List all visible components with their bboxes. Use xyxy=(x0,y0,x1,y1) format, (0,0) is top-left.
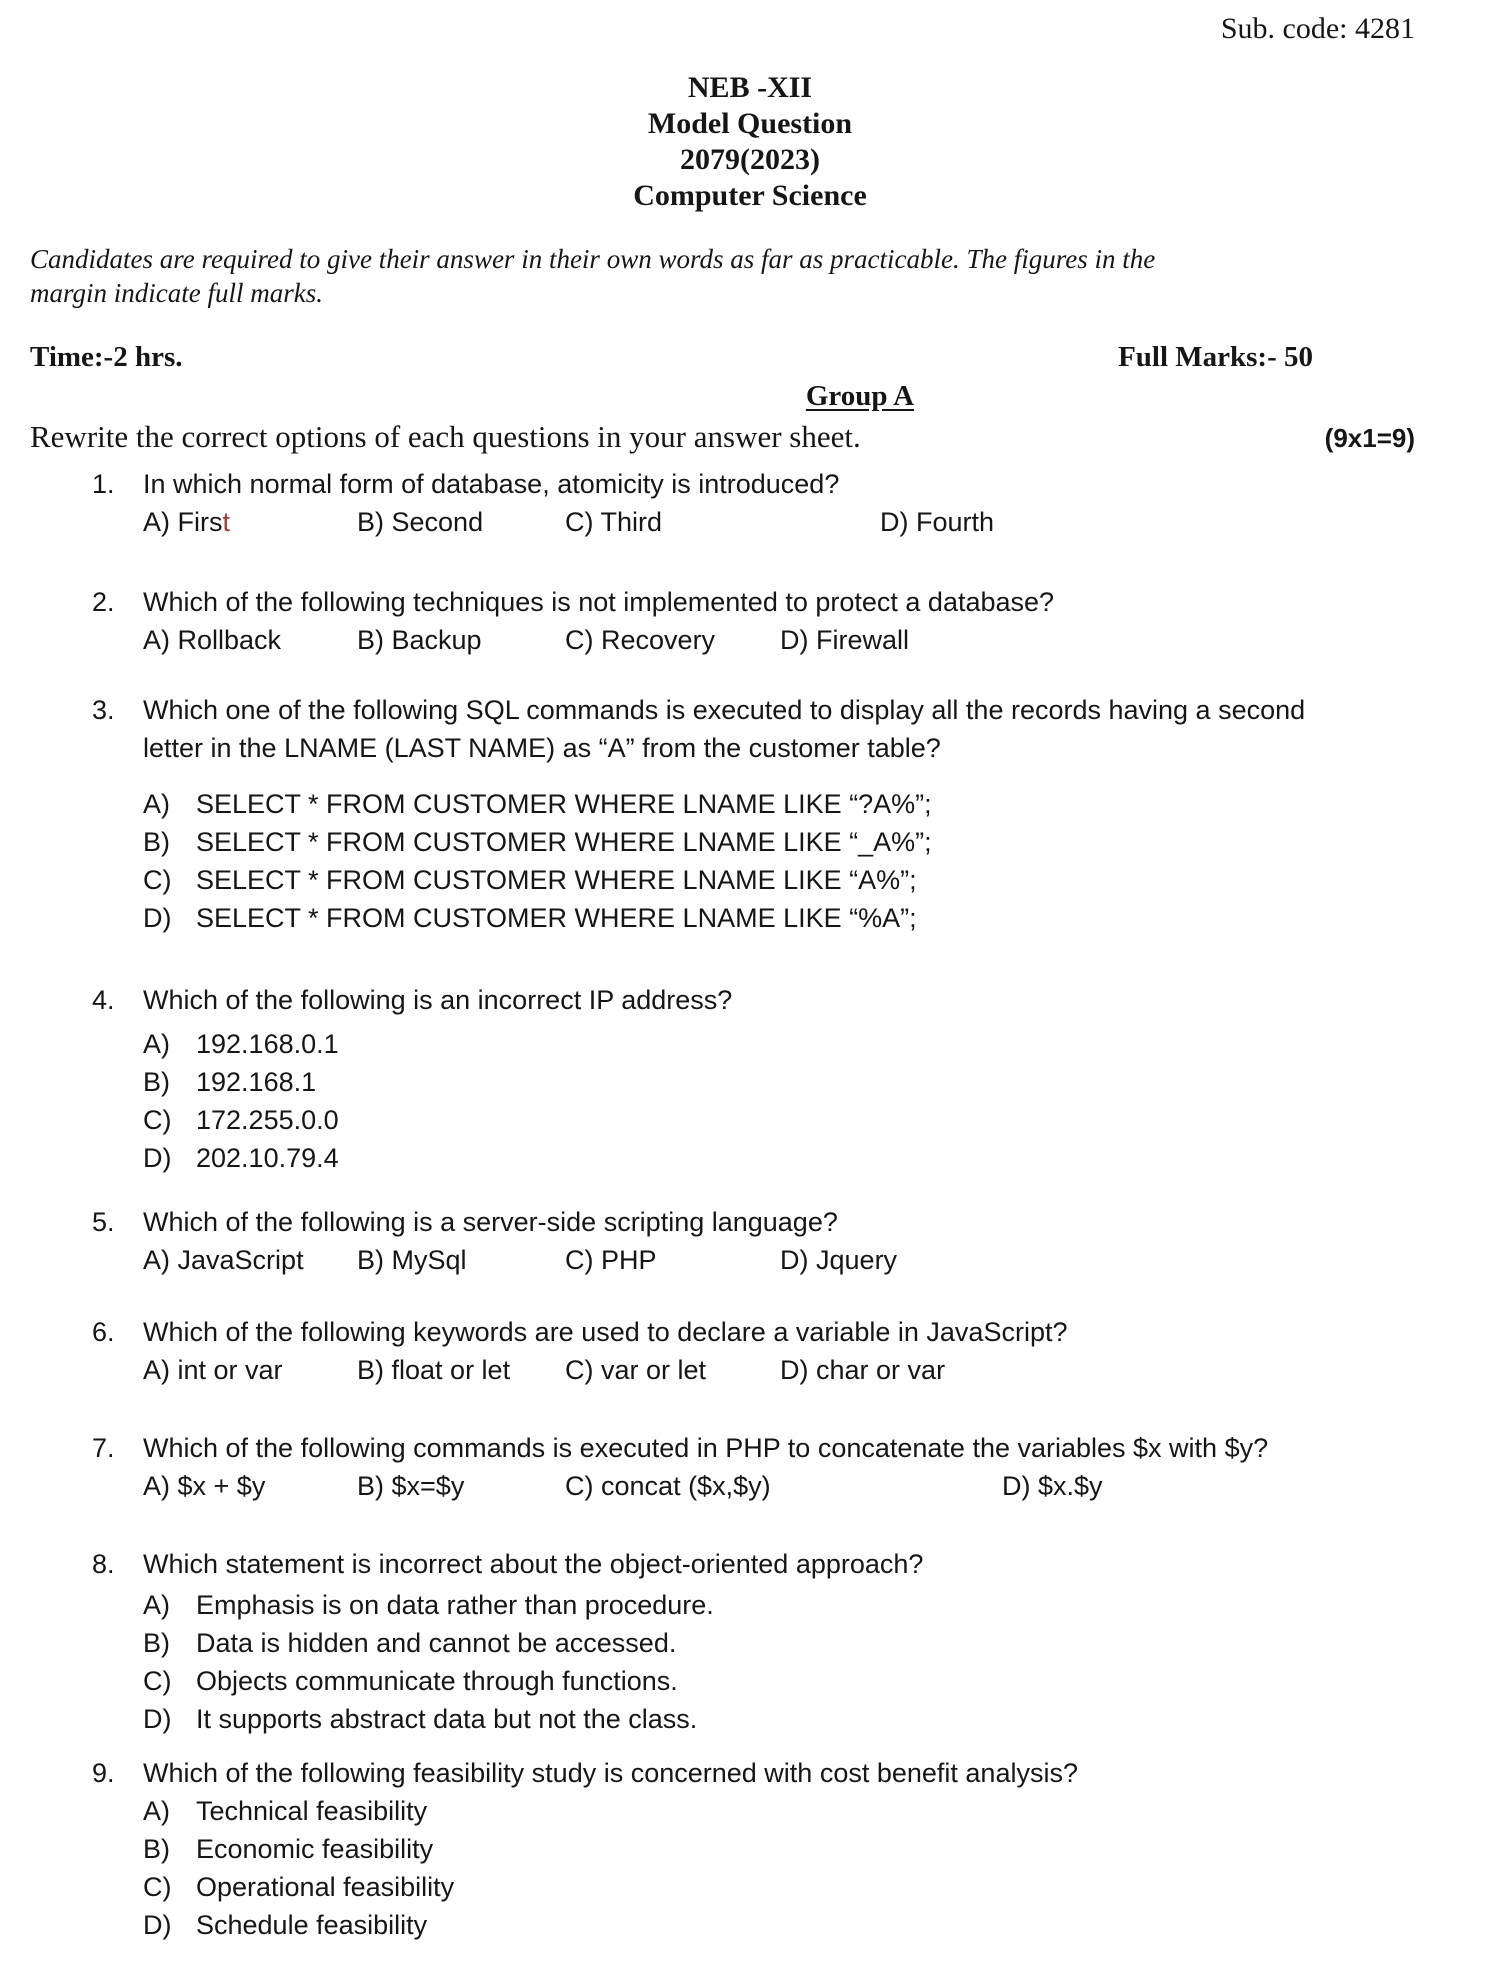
question-5-stem: Which of the following is a server-side scripting language? xyxy=(143,1207,838,1237)
question-3-options xyxy=(143,785,1500,937)
option-9c: C) Operational feasibility xyxy=(143,1872,455,1902)
question-1-number: 1. xyxy=(92,469,115,499)
question-6-options xyxy=(143,1351,1500,1389)
option-1a-highlighted-letter: t xyxy=(222,507,231,537)
option-9b: B) Economic feasibility xyxy=(143,1834,434,1864)
group-a-marks: (9x1=9) xyxy=(1324,423,1415,453)
question-1-options xyxy=(143,503,1500,541)
question-6-number: 6. xyxy=(92,1317,115,1347)
option-6b: B) float or let xyxy=(357,1355,511,1385)
question-6-stem: Which of the following keywords are used to declare a variable in JavaScript? xyxy=(143,1317,1068,1347)
title-year: 2079(2023) xyxy=(680,143,820,176)
option-2d: D) Firewall xyxy=(780,625,910,655)
option-2c: C) Recovery xyxy=(565,625,716,655)
candidate-instruction-line-1: Candidates are required to give their answer in their own words as far as practicable. The figures in the xyxy=(30,244,1156,274)
title-paper-type: Model Question xyxy=(647,107,853,140)
option-5b: B) MySql xyxy=(357,1245,467,1275)
question-1-stem: In which normal form of database, atomicity is introduced? xyxy=(143,469,840,499)
question-4-number: 4. xyxy=(92,985,115,1015)
question-2-number: 2. xyxy=(92,587,115,617)
question-9 xyxy=(0,1754,1500,1944)
option-1d: D) Fourth xyxy=(880,507,995,537)
question-7-stem: Which of the following commands is executed in PHP to concatenate the variables $x with $y? xyxy=(143,1433,1269,1463)
option-5a: A) JavaScript xyxy=(143,1245,304,1275)
group-a-heading: Group A xyxy=(805,380,915,412)
question-2-options xyxy=(143,621,1500,659)
option-3b: B) SELECT * FROM CUSTOMER WHERE LNAME LIKE “_A%”; xyxy=(143,827,932,857)
option-7b: B) $x=$y xyxy=(357,1471,465,1501)
question-8-number: 8. xyxy=(92,1549,115,1579)
option-9a: A) Technical feasibility xyxy=(143,1796,428,1826)
option-5d: D) Jquery xyxy=(780,1245,898,1275)
question-2-stem: Which of the following techniques is not implemented to protect a database? xyxy=(143,587,1055,617)
option-8d: D) It supports abstract data but not the class. xyxy=(143,1704,698,1734)
question-4 xyxy=(0,981,1500,1177)
option-4d: D) 202.10.79.4 xyxy=(143,1143,339,1173)
group-a-instruction-row xyxy=(0,416,1500,459)
option-2a: A) Rollback xyxy=(143,625,282,655)
question-6 xyxy=(0,1313,1500,1389)
option-1c: C) Third xyxy=(565,507,663,537)
question-9-options xyxy=(143,1792,1500,1944)
question-3-stem: Which one of the following SQL commands is executed to display all the records having a second letter in the LNAME (LAST NAME) as “A” from the customer table? xyxy=(143,695,1306,763)
option-5c: C) PHP xyxy=(565,1245,657,1275)
question-8-options xyxy=(143,1586,1500,1738)
title-subject: Computer Science xyxy=(633,179,867,212)
option-1a: A) First xyxy=(143,507,231,537)
question-8 xyxy=(0,1545,1500,1738)
question-7-number: 7. xyxy=(92,1433,115,1463)
option-4c: C) 172.255.0.0 xyxy=(143,1105,339,1135)
option-4a: A) 192.168.0.1 xyxy=(143,1029,339,1059)
full-marks: Full Marks:- 50 xyxy=(1118,341,1313,373)
option-3d: D) SELECT * FROM CUSTOMER WHERE LNAME LIKE “%A”; xyxy=(143,903,917,933)
candidate-instruction xyxy=(30,242,1470,310)
option-6d: D) char or var xyxy=(780,1355,946,1385)
time-marks-row xyxy=(0,338,1500,376)
question-9-stem: Which of the following feasibility study is concerned with cost benefit analysis? xyxy=(143,1758,1078,1788)
question-3 xyxy=(0,691,1500,937)
question-5-number: 5. xyxy=(92,1207,115,1237)
question-4-stem: Which of the following is an incorrect IP address? xyxy=(143,985,733,1015)
question-5 xyxy=(0,1203,1500,1279)
option-2b: B) Backup xyxy=(357,625,482,655)
option-7c: C) concat ($x,$y) xyxy=(565,1471,771,1501)
question-1 xyxy=(0,465,1500,541)
question-list xyxy=(0,465,1500,1944)
title-board: NEB -XII xyxy=(687,71,813,104)
option-8b: B) Data is hidden and cannot be accessed. xyxy=(143,1628,677,1658)
option-3c: C) SELECT * FROM CUSTOMER WHERE LNAME LIKE “A%”; xyxy=(143,865,917,895)
option-6a: A) int or var xyxy=(143,1355,283,1385)
question-4-options xyxy=(143,1025,1500,1177)
time-allowed: Time:-2 hrs. xyxy=(30,341,183,373)
question-5-options xyxy=(143,1241,1500,1279)
question-9-number: 9. xyxy=(92,1758,115,1788)
option-7d: D) $x.$y xyxy=(1002,1471,1103,1501)
question-8-stem: Which statement is incorrect about the object-oriented approach? xyxy=(143,1549,924,1579)
subject-code: Sub. code: 4281 xyxy=(1220,12,1415,45)
option-7a: A) $x + $y xyxy=(143,1471,266,1501)
option-4b: B) 192.168.1 xyxy=(143,1067,317,1097)
option-1b: B) Second xyxy=(357,507,484,537)
option-3a: A) SELECT * FROM CUSTOMER WHERE LNAME LIKE “?A%”; xyxy=(143,789,932,819)
question-2 xyxy=(0,583,1500,659)
option-8c: C) Objects communicate through functions. xyxy=(143,1666,678,1696)
option-9d: D) Schedule feasibility xyxy=(143,1910,428,1940)
option-8a: A) Emphasis is on data rather than procedure. xyxy=(143,1590,714,1620)
question-7 xyxy=(0,1429,1500,1505)
group-a-instruction: Rewrite the correct options of each questions in your answer sheet. xyxy=(30,419,861,454)
option-6c: C) var or let xyxy=(565,1355,707,1385)
question-7-options xyxy=(143,1467,1500,1505)
title-block xyxy=(0,70,1500,214)
question-3-number: 3. xyxy=(92,695,115,725)
candidate-instruction-line-2: margin indicate full marks. xyxy=(30,278,323,308)
